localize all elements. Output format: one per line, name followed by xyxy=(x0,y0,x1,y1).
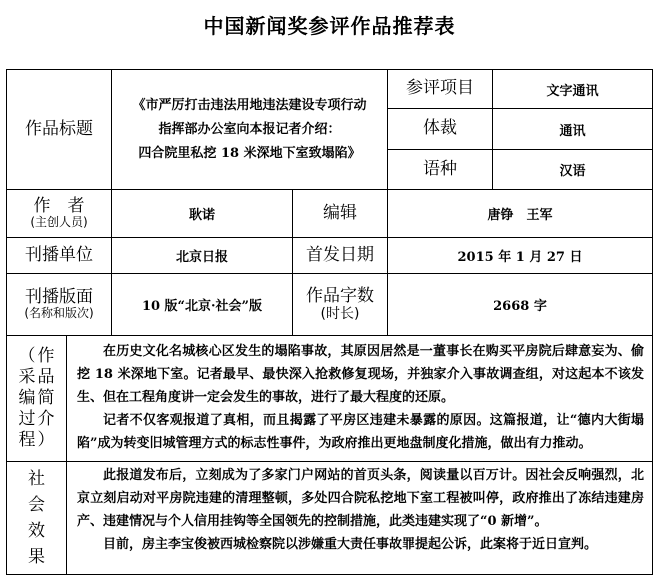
wordcount-value-cell xyxy=(387,273,653,336)
effect-label-char: 效 xyxy=(28,521,45,541)
work-title-line-3: 四合院里私挖 18 米深地下室致塌陷》 xyxy=(138,145,361,161)
date-value-cell xyxy=(387,237,653,274)
wordcount-sub-label: (时长) xyxy=(320,306,360,323)
work-title-line-2: 指挥部办公室向本报记者介绍： xyxy=(158,121,341,137)
date-value: 2015 年 1 月 27 日 xyxy=(457,250,583,265)
process-label-char: 作 xyxy=(37,346,55,366)
effect-label-col xyxy=(28,466,45,570)
publisher-value: 北京日报 xyxy=(175,250,228,265)
process-label-char: （ xyxy=(18,346,36,366)
process-label-char: 简 xyxy=(37,388,55,408)
work-title-value-cell xyxy=(111,69,388,190)
wordcount-label-cell xyxy=(292,273,388,336)
process-label-char: 采 xyxy=(18,367,36,387)
author-value-cell xyxy=(111,189,293,238)
work-title-label-cell xyxy=(6,69,112,190)
editor-value-cell xyxy=(387,189,653,238)
process-label-char: 编 xyxy=(18,388,36,408)
work-title-label: 作品标题 xyxy=(25,118,93,139)
author-value: 耿诺 xyxy=(188,208,215,223)
work-title-line-1: 《市严厉打击违法用地违法建设专项行动 xyxy=(132,97,367,113)
layout-value: 10 版“北京·社会”版 xyxy=(141,299,263,314)
wordcount-label: 作品字数 xyxy=(306,285,374,306)
layout-sub-label: (名称和版次) xyxy=(24,306,94,321)
category-label-cell xyxy=(387,69,493,109)
effect-label-cell xyxy=(6,461,67,575)
language-value: 汉语 xyxy=(559,164,586,179)
publisher-value-cell xyxy=(111,237,293,274)
layout-label-cell xyxy=(6,273,112,336)
effect-paragraph-2: 目前，房主李宝俊被西城检察院以涉嫌重大责任事故罪提起公诉，此案将于近日宣判。 xyxy=(103,537,598,552)
language-label-cell xyxy=(387,149,493,190)
process-label-col-2 xyxy=(38,346,55,451)
genre-label: 体裁 xyxy=(423,118,457,139)
editor-value: 唐铮 王军 xyxy=(487,208,553,223)
category-value-cell xyxy=(492,69,653,109)
process-label-cell xyxy=(6,335,67,462)
genre-value-cell xyxy=(492,108,653,150)
process-label-char: 品 xyxy=(37,367,55,387)
language-value-cell xyxy=(492,149,653,190)
process-label-col-1 xyxy=(19,346,36,451)
process-paragraph-2: 记者不仅客观报道了真相，而且揭露了平房区违建未暴露的原因。这篇报道，让“德内大街塌陷”成为转变旧城管理方式的标志性事件，为政府推出更地盘制度化措施，做出有力推动。 xyxy=(77,413,644,451)
category-label: 参评项目 xyxy=(406,78,474,99)
author-label: 作 者 xyxy=(33,195,85,216)
author-sub-label: (主创人员) xyxy=(30,215,88,230)
publisher-label-cell xyxy=(6,237,112,274)
layout-label: 刊播版面 xyxy=(25,286,93,307)
process-label-char: 过 xyxy=(18,409,36,429)
process-label-char: 介 xyxy=(37,409,55,429)
process-label-char: ） xyxy=(37,430,55,450)
form-title: 中国新闻奖参评作品推荐表 xyxy=(203,14,456,38)
editor-label: 编辑 xyxy=(323,202,357,223)
effect-text-cell xyxy=(66,461,653,575)
effect-paragraph-1: 此报道发布后，立刻成为了多家门户网站的首页头条，阅读量以百万计。因社会反响强烈，北京立刻启动对平房院违建的清理整顿，多处四合院私挖地下室工程被叫停，政府推出了冻结违建房产、违建情况与个人信用挂钩等全国领先的控制措施，此类违建实现了“0 新增”。 xyxy=(77,468,644,529)
date-label: 首发日期 xyxy=(306,244,374,265)
language-label: 语种 xyxy=(423,158,457,179)
wordcount-value: 2668 字 xyxy=(493,299,547,314)
effect-label-char: 会 xyxy=(28,495,45,515)
process-label-char: 程 xyxy=(18,430,36,450)
process-text-cell xyxy=(66,335,653,462)
author-label-cell xyxy=(6,189,112,238)
editor-label-cell xyxy=(292,189,388,238)
layout-value-cell xyxy=(111,273,293,336)
genre-label-cell xyxy=(387,108,493,150)
effect-label-char: 果 xyxy=(28,547,45,567)
process-paragraph-1: 在历史文化名城核心区发生的塌陷事故，其原因居然是一董事长在购买平房院后肆意妄为、偷挖 18 米深地下室。记者最早、最快深入抢救修复现场，并独家介入事故调查组，对这起本不该发生、但在工程角度讲一定会发生的事故，进行了最大程度的还原。 xyxy=(77,344,644,405)
category-value: 文字通讯 xyxy=(546,83,599,99)
publisher-label: 刊播单位 xyxy=(25,244,93,265)
date-label-cell xyxy=(292,237,388,274)
genre-value: 通讯 xyxy=(559,123,586,139)
effect-label-char: 社 xyxy=(28,469,45,489)
